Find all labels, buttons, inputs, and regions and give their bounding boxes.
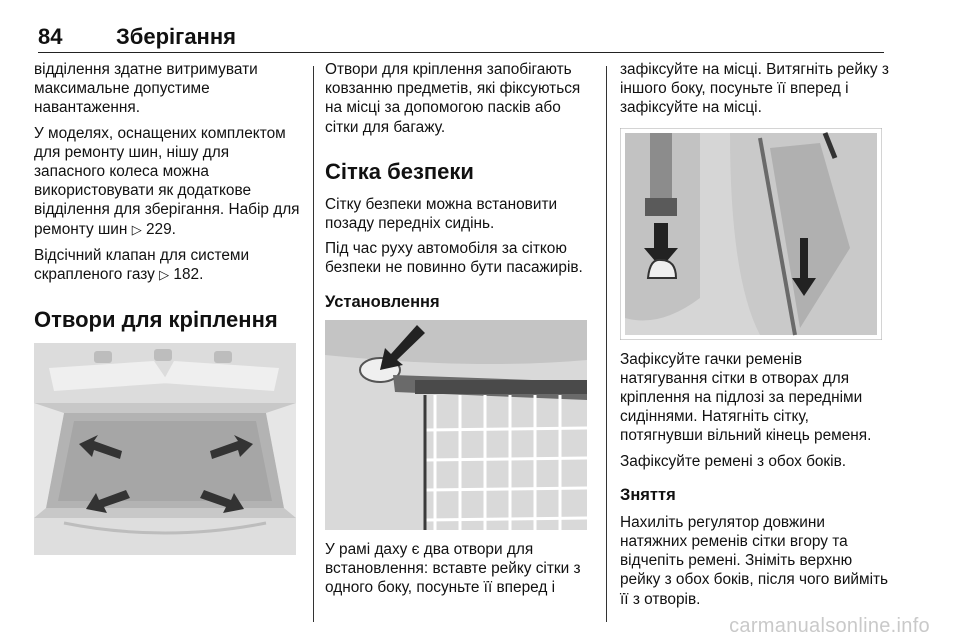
- page-header: [38, 22, 884, 53]
- subheading-installation: Установлення: [325, 292, 440, 311]
- heading-safety-net: Сітка безпеки: [325, 158, 474, 184]
- section-title: Зберігання: [116, 24, 236, 49]
- paragraph: Під час руху автомобіля за сіткою безпеки не повинно бути пасажирів.: [325, 240, 583, 277]
- trunk-anchor-points-illustration: [34, 343, 296, 555]
- safety-net-roof-mount-illustration: [325, 320, 587, 530]
- paragraph: Зафіксуйте ремені з обох боків.: [620, 452, 847, 470]
- page-ref-arrow-icon: ▷: [131, 222, 142, 238]
- paragraph: Сітку безпеки можна встановити позаду передніх сидінь.: [325, 195, 558, 233]
- paragraph: зафіксуйте на місці. Витягніть рейку з іншого боку, посуньте її вперед і зафіксуйте на місці.: [620, 61, 889, 117]
- paragraph: відділення здатне витримувати максимальне допустиме навантаження.: [34, 61, 258, 117]
- column-divider: [313, 66, 314, 622]
- column-3: [620, 60, 890, 615]
- page-ref-link[interactable]: 229.: [145, 220, 176, 238]
- paragraph: Отвори для кріплення запобігають ковзанню предметів, які фіксуються на місці за допомогою пасків або сітки для багажу.: [325, 61, 581, 136]
- paragraph: Зафіксуйте гачки ременів натягування сітки в отворах для кріплення на підлозі за передніми сидіннями. Натягніть сітку, потягнувши вільний кінець ременя.: [620, 350, 872, 445]
- subheading-removal: Зняття: [620, 485, 676, 504]
- page-ref-link[interactable]: 182.: [173, 266, 204, 284]
- paragraph: Відсічний клапан для системи скрапленого газу ▷ 182.: [34, 246, 250, 284]
- net-strap-hook-illustration: [620, 128, 882, 340]
- paragraph: Нахиліть регулятор довжини натяжних ременів сітки вгору та відчепіть ремені. Зніміть верхню рейку з обох боків, після чого вийміть її з отворів.: [620, 513, 889, 608]
- watermark: carmanualsonline.info: [729, 615, 930, 637]
- column-1: [34, 60, 304, 565]
- column-divider: [606, 66, 607, 622]
- column-2: [325, 60, 593, 603]
- heading-anchor-points: Отвори для кріплення: [34, 307, 278, 333]
- page-number: 84: [38, 24, 63, 49]
- page-ref-arrow-icon: ▷: [159, 268, 170, 284]
- paragraph: У рамі даху є два отвори для встановлення: вставте рейку сітки з одного боку, посуньте її вперед і: [325, 540, 581, 597]
- paragraph: У моделях, оснащених комплектом для ремонту шин, нішу для запасного колеса можна використовувати як додаткове відділення для зберігання. Набір для ремонту шин ▷ 229.: [34, 124, 300, 238]
